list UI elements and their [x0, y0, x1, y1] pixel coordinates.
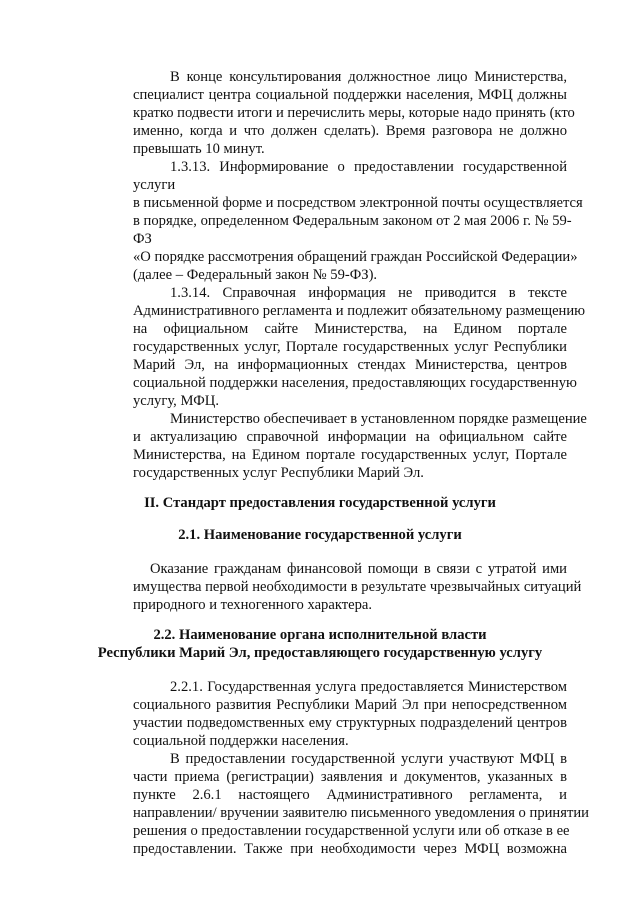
- text-line: и актуализацию справочной информации на официальном сайте: [133, 429, 567, 445]
- text-line: предоставлении. Также при необходимости через МФЦ возможна: [133, 841, 567, 857]
- text-line: (далее – Федеральный закон № 59-ФЗ).: [133, 267, 378, 283]
- text-line: государственных услуг Республики Марий Эл.: [133, 465, 424, 481]
- subsection-heading: 2.1. Наименование государственной услуги: [178, 527, 462, 543]
- text-line: В конце консультирования должностное лицо Министерства,: [170, 69, 567, 85]
- text-line: решения о предоставлении государственной услуги или об отказе в ее: [133, 823, 570, 839]
- text-line: пункте 2.6.1 настоящего Административного регламента, и: [133, 787, 567, 803]
- text-line: Министерство обеспечивает в установленном порядке размещение: [170, 411, 587, 427]
- text-line: в порядке, определенном Федеральным законом от 2 мая 2006 г. № 59-: [133, 213, 572, 229]
- text-line: именно, когда и что должен сделать). Время разговора не должно: [133, 123, 567, 139]
- text-line: направлении/ вручении заявителю письменного уведомления о принятии: [133, 805, 589, 821]
- text-line: «О порядке рассмотрения обращений граждан Российской Федерации»: [133, 249, 578, 265]
- text-line: специалист центра социальной поддержки населения, МФЦ должны: [133, 87, 567, 103]
- text-line: услугу, МФЦ.: [133, 393, 219, 409]
- subsection-heading: Республики Марий Эл, предоставляющего государственную услугу: [97, 645, 543, 661]
- text-line: Административного регламента и подлежит обязательному размещению: [133, 303, 586, 319]
- text-line: 2.2.1. Государственная услуга предоставляется Министерством: [170, 679, 567, 695]
- text-line: кратко подвести итоги и перечислить меры, которые надо принять (кто: [133, 105, 575, 121]
- text-line: социального развития Республики Марий Эл при непосредственном: [133, 697, 567, 713]
- subsection-heading: 2.2. Наименование органа исполнительной власти: [153, 627, 487, 643]
- text-line: В предоставлении государственной услуги участвуют МФЦ в: [170, 751, 567, 767]
- text-line: Министерства, на Едином портале государственных услуг, Портале: [133, 447, 567, 463]
- text-line: услуги: [133, 177, 176, 193]
- text-line: Оказание гражданам финансовой помощи в связи с утратой ими: [150, 561, 567, 577]
- text-line: имущества первой необходимости в результате чрезвычайных ситуаций: [133, 579, 582, 595]
- text-line: на официальном сайте Министерства, на Едином портале: [133, 321, 567, 337]
- text-line: в письменной форме и посредством электронной почты осуществляется: [133, 195, 583, 211]
- text-line: ФЗ: [133, 231, 152, 247]
- text-line: социальной поддержки населения.: [133, 733, 349, 749]
- text-line: государственных услуг, Портале государственных услуг Республики: [133, 339, 567, 355]
- text-line: части приема (регистрации) заявления и документов, указанных в: [133, 769, 567, 785]
- text-line: 1.3.13. Информирование о предоставлении государственной: [170, 159, 567, 175]
- section-heading: II. Стандарт предоставления государственной услуги: [144, 495, 496, 511]
- text-line: превышать 10 минут.: [133, 141, 265, 157]
- text-line: природного и техногенного характера.: [133, 597, 373, 613]
- text-line: участии подведомственных ему структурных подразделений центров: [133, 715, 567, 731]
- text-line: 1.3.14. Справочная информация не приводится в тексте: [170, 285, 567, 301]
- text-line: социальной поддержки населения, предоставляющих государственную: [133, 375, 577, 391]
- text-line: Марий Эл, на информационных стендах Министерства, центров: [133, 357, 567, 373]
